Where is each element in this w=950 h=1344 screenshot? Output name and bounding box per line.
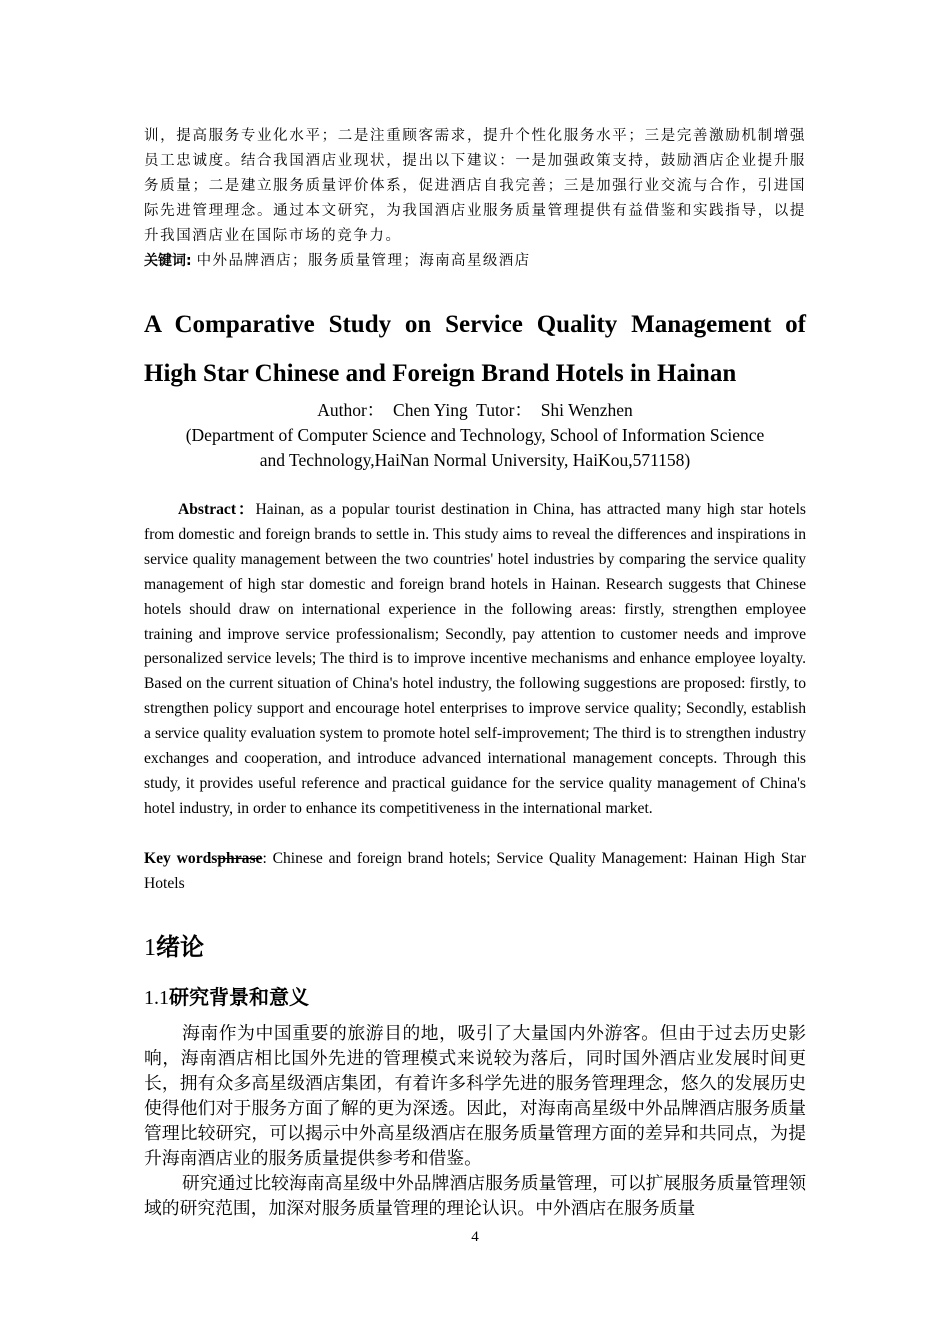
subsection-number: 1.1 <box>144 987 169 1009</box>
english-title-line-2: High Star Chinese and Foreign Brand Hotels in Hainan <box>144 360 737 387</box>
english-title-line-1: A Comparative Study on Service Quality Management of <box>144 311 806 338</box>
english-abstract <box>144 498 806 822</box>
subsection-title: 研究背景和意义 <box>169 985 309 1009</box>
chinese-keywords <box>144 249 531 274</box>
section-heading-1 <box>144 931 204 964</box>
section-title: 绪论 <box>156 933 204 961</box>
english-abstract-text: Hainan, as a popular tourist destination in China, has attracted many high star hotels from domestic and foreign brands to settle in. This study aims to reveal the differences and inspirations in service quality management between the two countries' hotel industries by comparing the service quality management of high star domestic and foreign brand hotels in Hainan. Research suggests that Chinese hotels should draw on international experience in the following areas: firstly, strengthen employee training and improve service professionalism; Secondly, pay attention to customer needs and improve personalized service levels; The third is to improve incentive mechanisms and enhance employee loyalty. Based on the current situation of China's hotel industry, the following suggestions are proposed: firstly, to strengthen policy support and encourage hotel enterprises to improve service quality; Secondly, establish a service quality evaluation system to promote hotel self-improvement; The third is to strengthen industry exchanges and cooperation, and introduce advanced international management concepts. Through this study, it provides useful reference and practical guidance for the service quality management of China's hotel industry, in order to enhance its competitiveness in the international market. <box>144 501 806 817</box>
affiliation <box>144 423 806 473</box>
section-number: 1 <box>144 935 156 961</box>
english-keywords <box>144 846 806 896</box>
chinese-abstract-continuation <box>144 124 806 249</box>
english-title <box>144 300 806 398</box>
author-line: Author： Chen Ying Tutor： Shi Wenzhen <box>317 400 633 420</box>
english-abstract-label: Abstract： <box>178 501 256 518</box>
affiliation-line-2: and Technology,HaiNan Normal University, HaiKou,571158) <box>259 450 691 470</box>
english-keywords-label: Key words <box>144 850 218 867</box>
page-number: 4 <box>471 1229 479 1245</box>
english-keywords-text: : Chinese and foreign brand hotels; Service Quality Management: Hainan High Star Hotels <box>144 850 806 892</box>
subsection-heading-1-1 <box>144 983 309 1012</box>
body-text <box>144 1021 806 1221</box>
chinese-keywords-label: 关键词: <box>144 253 192 269</box>
chinese-keywords-text: 中外品牌酒店；服务质量管理；海南高星级酒店 <box>196 253 531 269</box>
chinese-abstract-text: 训，提高服务专业化水平；二是注重顾客需求，提升个性化服务水平；三是完善激励机制增强员工忠诚度。结合我国酒店业现状，提出以下建议：一是加强政策支持，鼓励酒店企业提升服务质量；二是建立服务质量评价体系，促进酒店自我完善；三是加强行业交流与合作，引进国际先进管理理念。通过本文研究，为我国酒店业服务质量管理提供有益借鉴和实践指导，以提升我国酒店业在国际市场的竞争力。 <box>144 128 806 244</box>
english-keywords-strikethrough: phrase <box>217 850 263 867</box>
body-paragraph-1: 海南作为中国重要的旅游目的地，吸引了大量国内外游客。但由于过去历史影响，海南酒店相比国外先进的管理模式来说较为落后，同时国外酒店业发展时间更长，拥有众多高星级酒店集团，有着许多科学先进的服务管理理念，悠久的发展历史使得他们对于服务方面了解的更为深透。因此，对海南高星级中外品牌酒店服务质量管理比较研究，可以揭示中外高星级酒店在服务质量管理方面的差异和共同点，为提升海南酒店业的服务质量提供参考和借鉴。 <box>144 1023 806 1168</box>
affiliation-line-1: (Department of Computer Science and Technology, School of Information Science <box>185 425 765 445</box>
body-paragraph-2: 研究通过比较海南高星级中外品牌酒店服务质量管理，可以扩展服务质量管理领域的研究范围，加深对服务质量管理的理论认识。中外酒店在服务质量 <box>144 1173 806 1218</box>
